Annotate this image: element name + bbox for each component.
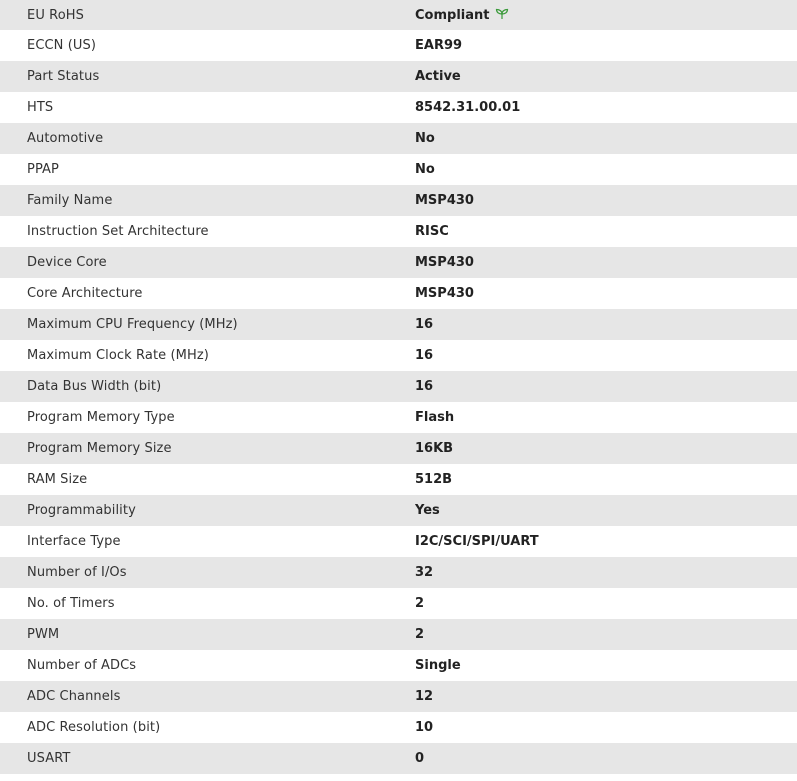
spec-value: MSP430	[415, 278, 797, 309]
spec-value: No	[415, 123, 797, 154]
spec-value-text: Compliant	[415, 7, 490, 23]
spec-value	[415, 0, 797, 30]
table-row	[0, 619, 797, 650]
table-row	[0, 712, 797, 743]
table-row	[0, 61, 797, 92]
spec-label: Part Status	[0, 61, 415, 92]
table-row	[0, 154, 797, 185]
table-row	[0, 216, 797, 247]
spec-value: 16	[415, 340, 797, 371]
spec-label: Instruction Set Architecture	[0, 216, 415, 247]
spec-label: HTS	[0, 92, 415, 123]
spec-label: Number of ADCs	[0, 650, 415, 681]
table-row	[0, 588, 797, 619]
spec-value: Flash	[415, 402, 797, 433]
spec-value: 16	[415, 371, 797, 402]
spec-value: EAR99	[415, 30, 797, 61]
spec-value: 32	[415, 557, 797, 588]
spec-label: Data Bus Width (bit)	[0, 371, 415, 402]
spec-value: 16KB	[415, 433, 797, 464]
spec-label: ECCN (US)	[0, 30, 415, 61]
table-row	[0, 433, 797, 464]
table-row	[0, 371, 797, 402]
spec-value: I2C/SCI/SPI/UART	[415, 526, 797, 557]
spec-label: Automotive	[0, 123, 415, 154]
table-row	[0, 278, 797, 309]
spec-label: Maximum CPU Frequency (MHz)	[0, 309, 415, 340]
table-row	[0, 123, 797, 154]
table-row	[0, 340, 797, 371]
table-row	[0, 30, 797, 61]
spec-label: EU RoHS	[0, 0, 415, 30]
spec-label: Number of I/Os	[0, 557, 415, 588]
spec-value: 0	[415, 743, 797, 774]
spec-value: MSP430	[415, 185, 797, 216]
spec-label: Maximum Clock Rate (MHz)	[0, 340, 415, 371]
table-row	[0, 402, 797, 433]
spec-label: PPAP	[0, 154, 415, 185]
spec-value: No	[415, 154, 797, 185]
spec-label: No. of Timers	[0, 588, 415, 619]
spec-label: Program Memory Type	[0, 402, 415, 433]
table-row	[0, 247, 797, 278]
spec-value: 16	[415, 309, 797, 340]
spec-value: 512B	[415, 464, 797, 495]
spec-value: Yes	[415, 495, 797, 526]
spec-value: 12	[415, 681, 797, 712]
spec-label: Device Core	[0, 247, 415, 278]
spec-value: 2	[415, 588, 797, 619]
table-row	[0, 743, 797, 774]
spec-label: ADC Channels	[0, 681, 415, 712]
table-row	[0, 681, 797, 712]
spec-label: USART	[0, 743, 415, 774]
table-row	[0, 495, 797, 526]
table-row	[0, 309, 797, 340]
spec-value: Single	[415, 650, 797, 681]
spec-value: 8542.31.00.01	[415, 92, 797, 123]
table-row	[0, 0, 797, 30]
spec-value: Active	[415, 61, 797, 92]
spec-value: 2	[415, 619, 797, 650]
spec-label: RAM Size	[0, 464, 415, 495]
table-row	[0, 557, 797, 588]
table-row	[0, 526, 797, 557]
spec-label: Programmability	[0, 495, 415, 526]
table-row	[0, 464, 797, 495]
table-row	[0, 185, 797, 216]
table-row	[0, 650, 797, 681]
spec-value: RISC	[415, 216, 797, 247]
table-row	[0, 92, 797, 123]
spec-label: Family Name	[0, 185, 415, 216]
leaf-icon	[495, 8, 509, 20]
spec-label: Interface Type	[0, 526, 415, 557]
spec-label: Core Architecture	[0, 278, 415, 309]
spec-value: MSP430	[415, 247, 797, 278]
spec-value: 10	[415, 712, 797, 743]
spec-label: ADC Resolution (bit)	[0, 712, 415, 743]
spec-label: PWM	[0, 619, 415, 650]
spec-label: Program Memory Size	[0, 433, 415, 464]
